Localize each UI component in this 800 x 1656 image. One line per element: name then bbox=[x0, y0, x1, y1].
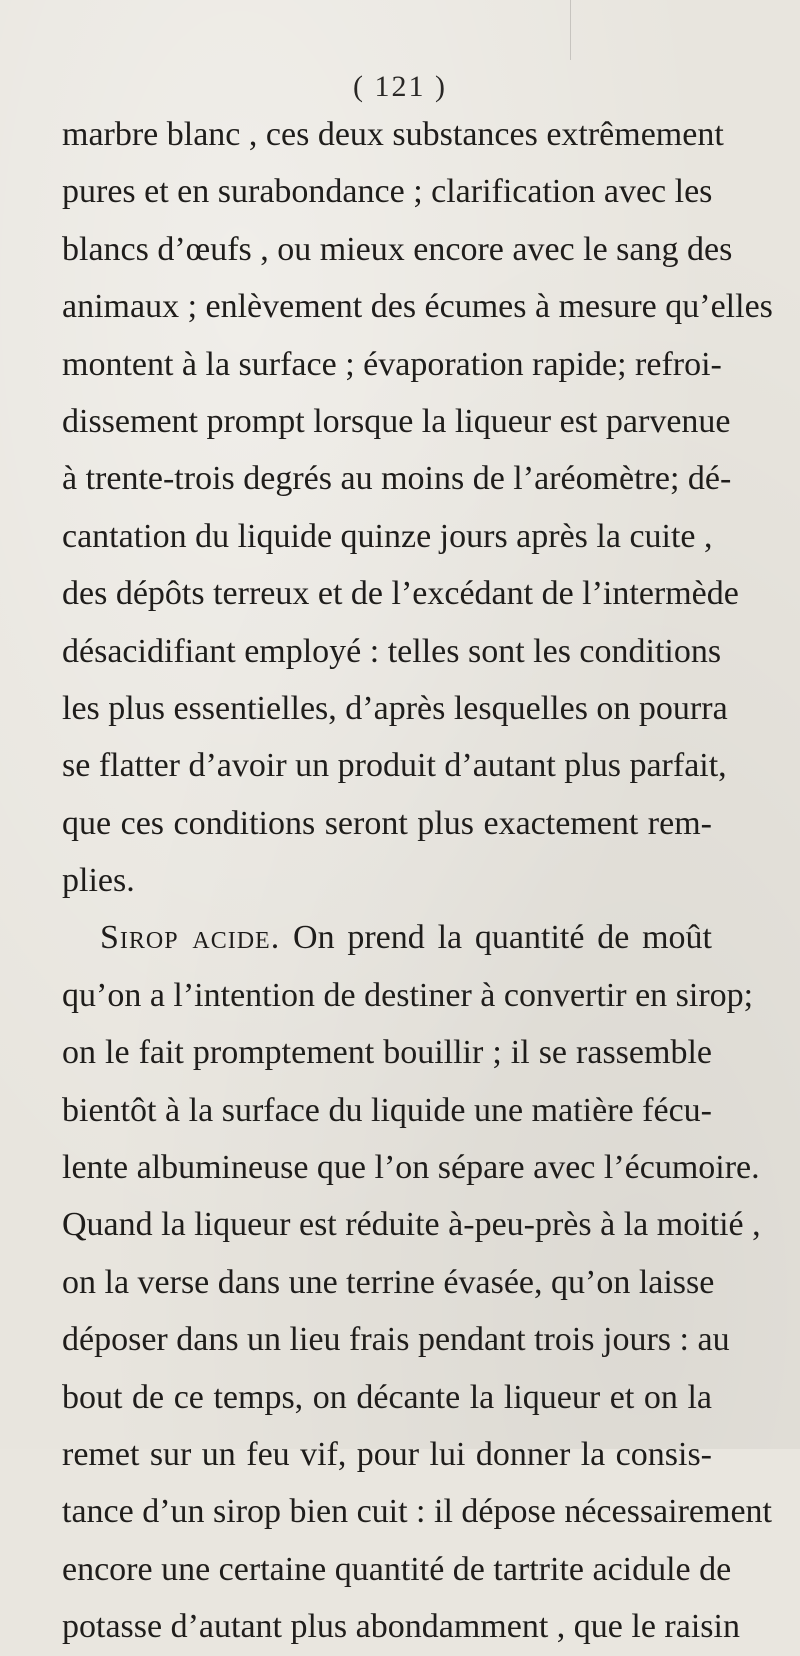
section-first-line bbox=[62, 909, 712, 966]
text-line: désacidifiant employé : telles sont les conditions bbox=[62, 632, 722, 670]
text-line: des dépôts terreux et de l’excédant de l’intermède bbox=[62, 575, 739, 613]
section-heading: Sirop acide. bbox=[100, 919, 281, 957]
text-line: tance d’un sirop bien cuit : il dépose nécessairement bbox=[62, 1493, 772, 1531]
text-line: lente albumineuse que l’on sépare avec l’écumoire. bbox=[62, 1149, 760, 1187]
text-line: animaux ; enlèvement des écumes à mesure qu’elles bbox=[62, 288, 773, 326]
text-line: dissement prompt lorsque la liqueur est parvenue bbox=[62, 402, 731, 440]
page-number: ( 121 ) bbox=[353, 70, 447, 103]
text-line: blancs d’œufs , ou mieux encore avec le sang des bbox=[62, 230, 733, 268]
text-line: pures et en surabondance ; clarification avec les bbox=[62, 173, 713, 211]
text-line: potasse d’autant plus abondamment , que le raisin bbox=[62, 1608, 740, 1646]
text-line: les plus essentielles, d’après lesquelles on pourra bbox=[62, 689, 728, 727]
text-line: cantation du liquide quinze jours après la cuite , bbox=[62, 517, 713, 555]
text-line: se flatter d’avoir un produit d’autant plus parfait, bbox=[62, 747, 727, 785]
section-first-line-text: On prend la quantité de moût bbox=[293, 919, 712, 957]
text-line: on la verse dans une terrine évasée, qu’on laisse bbox=[62, 1263, 715, 1301]
text-line: qu’on a l’intention de destiner à convertir en sirop; bbox=[62, 976, 754, 1014]
text-line: montent à la surface ; évaporation rapide; refroi- bbox=[62, 345, 722, 383]
text-line: que ces conditions seront plus exactement rem- bbox=[62, 804, 712, 842]
text-line: encore une certaine quantité de tartrite acidule de bbox=[62, 1550, 732, 1588]
text-line: à trente-trois degrés au moins de l’aréomètre; dé- bbox=[62, 460, 732, 498]
body-text bbox=[62, 106, 773, 1656]
text-line: déposer dans un lieu frais pendant trois jours : au bbox=[62, 1321, 730, 1359]
scan-crease bbox=[570, 0, 571, 60]
text-line: remet sur un feu vif, pour lui donner la consis- bbox=[62, 1435, 712, 1473]
text-line: bout de ce temps, on décante la liqueur et on la bbox=[62, 1378, 712, 1416]
text-line: plies. bbox=[62, 862, 135, 900]
text-line: marbre blanc , ces deux substances extrêmement bbox=[62, 116, 724, 153]
text-line: bientôt à la surface du liquide une matière fécu- bbox=[62, 1091, 712, 1129]
text-line: Quand la liqueur est réduite à-peu-près à la moitié , bbox=[62, 1206, 761, 1244]
text-line: on le fait promptement bouillir ; il se rassemble bbox=[62, 1034, 712, 1072]
